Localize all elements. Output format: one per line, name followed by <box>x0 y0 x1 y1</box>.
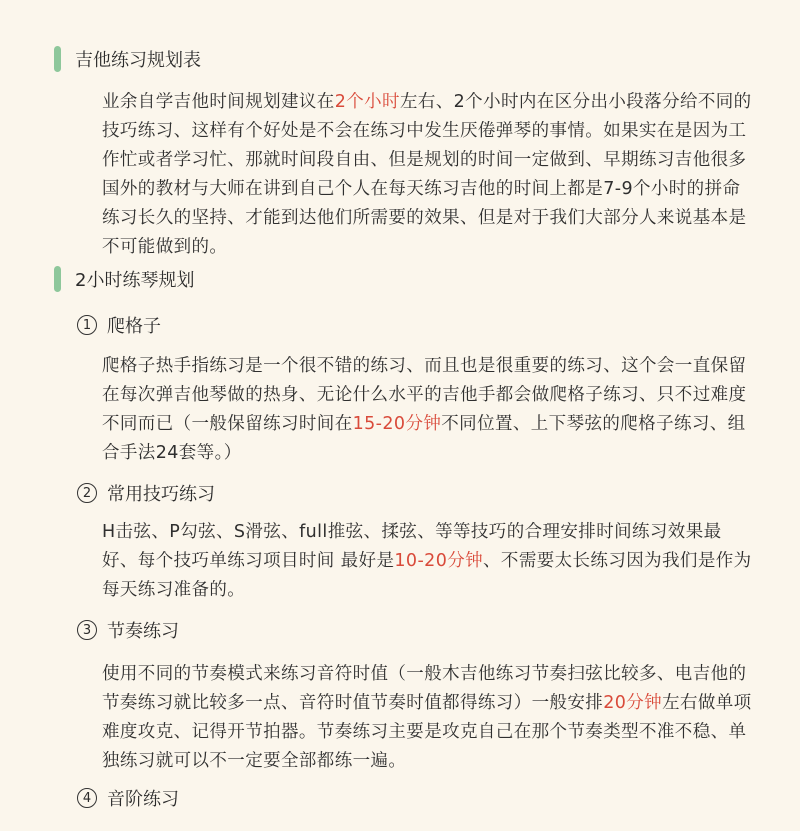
highlighted-time: 15-20分钟 <box>352 414 442 434</box>
highlighted-time: 2个小时 <box>334 92 400 112</box>
highlighted-time: 20分钟 <box>603 693 663 713</box>
item-heading-3 <box>77 615 179 645</box>
circled-number: 4 <box>77 788 97 808</box>
paragraph-text: 左右、2个小时内在区分出小段落分给不同的技巧练习、这样有个好处是不会在练习中发生厌倦弹琴的事情。如果实在是因为工作忙或者学习忙、那就时间段自由、但是规划的时间一定做到、早期练习吉他很多国外的教材与大师在讲到自己个人在每天练习吉他的时间上都是7-9个小时的拼命练习长久的坚持、才能到达他们所需要的效果、但是对于我们大部分人来说基本是不可能做到的。 <box>102 92 752 257</box>
intro-paragraph <box>102 88 752 262</box>
paragraph-text: 不同位置、上下琴弦的爬格子练习、组合手法24套等。） <box>102 414 746 463</box>
paragraph-text: 爬格子热手指练习是一个很不错的练习、而且也是很重要的练习、这个会一直保留在每次弹吉他琴做的热身、无论什么水平的吉他手都会做爬格子练习、只不过难度不同而已（一般保留练习时间在 <box>102 356 747 434</box>
circled-number: 2 <box>77 483 97 503</box>
item-heading-2 <box>77 478 215 508</box>
paragraph-text: 左右做单项难度攻克、记得开节拍器。节奏练习主要是攻克自己在那个节奏类型不准不稳、单独练习就可以不一定要全部都练一遍。 <box>102 693 752 771</box>
paragraph-text: 使用不同的节奏模式来练习音符时值（一般木吉他练习节奏扫弦比较多、电吉他的节奏练习就比较多一点、音符时值节奏时值都得练习）一般安排 <box>102 664 747 713</box>
item-paragraph-2 <box>102 518 752 605</box>
item-paragraph-3 <box>102 660 752 776</box>
highlighted-time: 10-20分钟 <box>394 551 484 571</box>
section-heading-plan <box>54 44 201 74</box>
item-heading-1 <box>77 310 161 340</box>
item-heading-4 <box>77 783 179 813</box>
section-title: 吉他练习规划表 <box>75 50 201 71</box>
item-title: 音阶练习 <box>107 789 179 810</box>
paragraph-text: H击弦、P勾弦、S滑弦、full推弦、揉弦、等等技巧的合理安排时间练习效果最好、每个技巧单练习项目时间 最好是 <box>102 522 722 571</box>
section-accent-bar <box>54 266 61 292</box>
item-title: 常用技巧练习 <box>107 484 215 505</box>
item-paragraph-1 <box>102 352 752 468</box>
paragraph-text: 、不需要太长练习因为我们是作为每天练习准备的。 <box>102 551 752 600</box>
item-title: 爬格子 <box>107 316 161 337</box>
section-heading-2h <box>54 264 194 294</box>
section-title: 2小时练琴规划 <box>75 270 195 291</box>
paragraph-text: 业余自学吉他时间规划建议在 <box>102 92 335 112</box>
circled-number: 1 <box>77 315 97 335</box>
circled-number: 3 <box>77 620 97 640</box>
item-title: 节奏练习 <box>107 621 179 642</box>
section-accent-bar <box>54 46 61 72</box>
